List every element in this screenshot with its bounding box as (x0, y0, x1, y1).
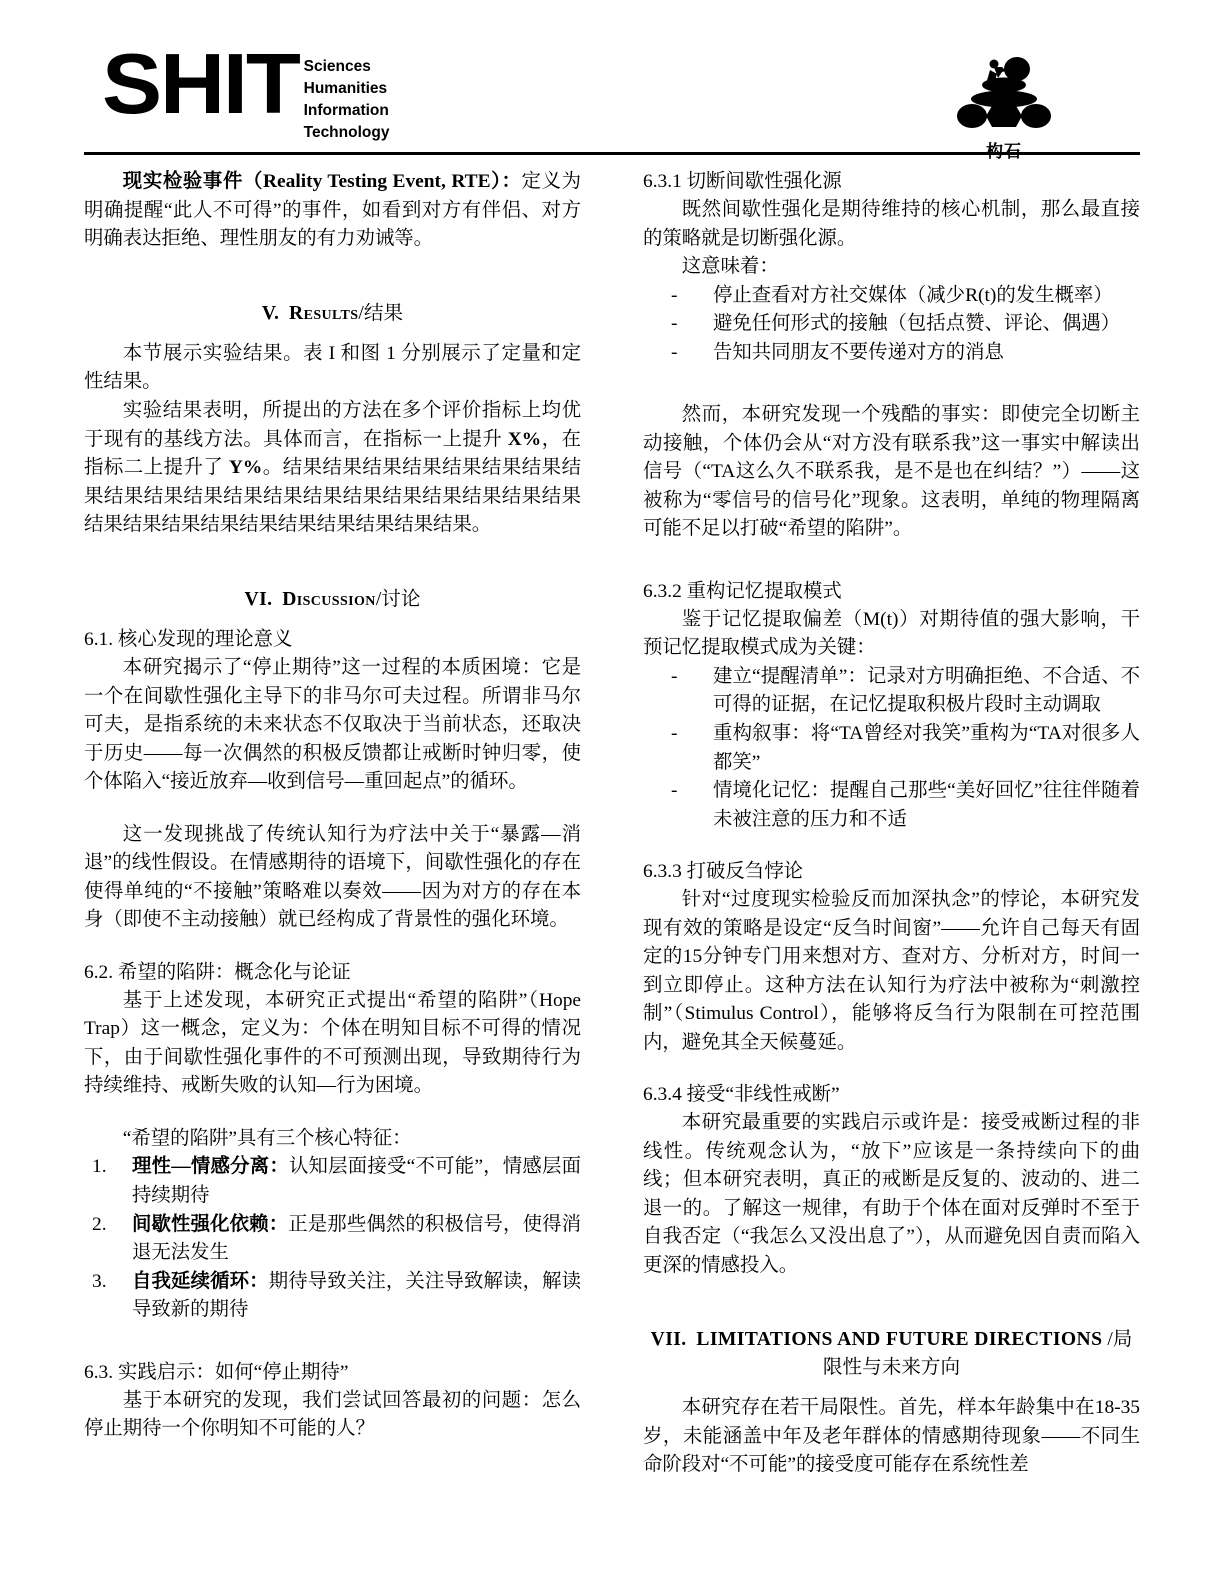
results-p2-part-c: 。结果结果结果结果结果结果结果结果结果结果结果结果结果结果结果结果结果结果结果结果结果结果结果结果结果结果结果结果结果结果。 (84, 457, 581, 536)
sisyphus-stone-pyramid-icon (950, 54, 1058, 136)
limitations-heading-number: VII. (650, 1329, 687, 1351)
results-heading-chinese: 结果 (363, 302, 404, 324)
list-item-text: 认知层面接受“不可能”，情感层面持续期待 (132, 1156, 582, 1206)
discussion-heading-english: Discussion (282, 588, 376, 610)
list-item-dash: - (671, 665, 678, 687)
memory-retrieval-list (643, 663, 1140, 834)
list-item-dash: - (671, 313, 678, 335)
brand-expansion-line-3: Information (303, 102, 389, 119)
brand-expansion-line-1: Sciences (303, 58, 371, 75)
section-heading-limitations (643, 1326, 1140, 1381)
list-item (84, 1211, 581, 1268)
rte-definition-term: 现实检验事件（Reality Testing Event, RTE）： (122, 171, 522, 192)
publisher-logo (944, 54, 1064, 162)
subsection-heading-6-3-1: 6.3.1 切断间歇性强化源 (643, 171, 842, 192)
discussion-heading-separator: / (375, 588, 382, 610)
subsection-heading-6-2: 6.2. 希望的陷阱：概念化与论证 (84, 961, 351, 983)
list-item-dash: - (671, 341, 678, 363)
subsection-heading-6-1: 6.1. 核心发现的理论意义 (84, 629, 293, 650)
list-item-text: 停止查看对方社交媒体（减少R(t)的发生概率） (713, 284, 1113, 306)
core-features-list (84, 1153, 581, 1324)
list-item-dash: - (671, 722, 678, 744)
subsection-heading-6-3: 6.3. 实践启示：如何“停止期待” (84, 1361, 349, 1383)
results-heading-english: Results (289, 302, 359, 324)
list-item-number: 3. (92, 1270, 107, 1292)
list-item-number: 2. (92, 1213, 107, 1235)
results-paragraph-1: 本节展示实验结果。表 I 和图 1 分别展示了定量和定性结果。 (84, 342, 581, 393)
brand-expansion-line-4: Technology (303, 124, 390, 141)
discussion-heading-number: VI. (244, 588, 273, 610)
brand-acronym: SHIT (102, 37, 299, 132)
paragraph-6-1-1: 本研究揭示了“停止期待”这一过程的本质困境：它是一个在间歇性强化主导下的非马尔可夫过程。所谓非马尔可夫，是指系统的未来状态不仅取决于当前状态，还取决于历史——每一次偶然的积极反馈都让戒断时钟归零，使个体陷入“接近放弃—收到信号—重回起点”的循环。 (84, 657, 581, 793)
list-item-term: 自我延续循环： (132, 1270, 269, 1292)
masthead (84, 37, 1140, 146)
results-metric-y: Y% (228, 457, 263, 479)
list-item (643, 720, 1140, 777)
paragraph-6-3-1: 基于本研究的发现，我们尝试回答最初的问题：怎么停止期待一个你明知不可能的人？ (84, 1389, 581, 1440)
list-item-text: 情境化记忆：提醒自己那些“美好回忆”往往伴随着未被注意的压力和不适 (713, 780, 1140, 830)
list-item (643, 310, 1140, 339)
list-item-text: 避免任何形式的接触（包括点赞、评论、偶遇） (713, 313, 1121, 335)
discussion-heading-chinese: 讨论 (381, 588, 421, 610)
left-column (84, 168, 581, 1548)
cutoff-strategy-list (643, 282, 1140, 368)
rte-definition-paragraph (84, 168, 581, 254)
list-item-text: 期待导致关注，关注导致解读，解读导致新的期待 (132, 1270, 582, 1321)
subsection-heading-6-3-3: 6.3.3 打破反刍悖论 (643, 861, 803, 883)
list-item-text: 重构叙事：将“TA曾经对我笑”重构为“TA对很多人都笑” (713, 722, 1140, 773)
results-p2-part-a: 实验结果表明，所提出的方法在多个评价指标上均优于现有的基线方法。具体而言，在指标一上提升 (84, 400, 581, 450)
two-column-body (84, 168, 1140, 1548)
list-item (643, 777, 1140, 834)
header-divider-rule (84, 152, 1140, 155)
list-item (643, 339, 1140, 368)
results-heading-separator: / (358, 302, 364, 324)
paragraph-6-2-1: 基于上述发现，本研究正式提出“希望的陷阱”（Hope Trap）这一概念，定义为：个体在明知目标不可得的情况下，由于间歇性强化事件的不可预测出现，导致期待行为持续维持、戒断失败的认知—行为困境。 (84, 989, 581, 1097)
features-lead-in: “希望的陷阱”具有三个核心特征： (122, 1127, 412, 1149)
publisher-name (944, 137, 1064, 162)
list-item-number: 1. (92, 1156, 107, 1178)
journal-brand (102, 37, 390, 144)
limitations-heading-separator: / (1107, 1329, 1113, 1351)
results-p2-part-b: ，在指标二上提升了 (84, 428, 581, 479)
results-paragraph-2 (84, 397, 581, 540)
rte-definition-body: 定义为明确提醒“此人不可得”的事件，如看到对方有伴侣、对方明确表达拒绝、理性朋友的有力劝诫等。 (84, 171, 582, 250)
list-item-text: 建立“提醒清单”：记录对方明确拒绝、不合适、不可得的证据，在记忆提取积极片段时主动调取 (713, 665, 1140, 716)
list-item-term: 间歇性强化依赖： (132, 1213, 289, 1235)
paragraph-6-3-4-body: 本研究最重要的实践启示或许是：接受戒断过程的非线性。传统观念认为，“放下”应该是一条持续向下的曲线；但本研究表明，真正的戒断是反复的、波动的、进二退一的。了解这一规律，有助于个体在面对反弹时不至于自我否定（“我怎么又没出息了”），从而避免因自责而陷入更深的情感投入。 (643, 1112, 1140, 1276)
results-heading-number: V. (261, 302, 280, 324)
paragraph-6-3-1-zero-signal: 然而，本研究发现一个残酷的事实：即使完全切断主动接触，个体仍会从“对方没有联系我”这一事实中解读出信号（“TA这么久不联系我，是不是也在纠结？”）——这被称为“零信号的信号化”现象。这表明，单纯的物理隔离可能不足以打破“希望的陷阱”。 (643, 404, 1140, 540)
paragraph-6-3-3-body: 针对“过度现实检验反而加深执念”的悖论，本研究发现有效的策略是设定“反刍时间窗”——允许自己每天有固定的15分钟专门用来想对方、查对方、分析对方，时间一到立即停止。这种方法在认知行为疗法中被称为“刺激控制”（Stimulus Control），能够将反刍行为限制在可控范围内，避免其全天候蔓延。 (643, 889, 1140, 1053)
list-item-term: 理性—情感分离： (132, 1156, 289, 1178)
list-item-text: 告知共同朋友不要传递对方的消息 (713, 341, 1004, 363)
paragraph-6-3-2-body: 鉴于记忆提取偏差（M(t)）对期待值的强大影响，干预记忆提取模式成为关键： (643, 608, 1140, 659)
section-heading-results (84, 300, 581, 327)
section-heading-discussion (84, 586, 581, 613)
list-item (643, 282, 1140, 311)
list-item (84, 1268, 581, 1325)
list-item (643, 663, 1140, 720)
results-metric-x: X% (507, 428, 542, 450)
limitations-heading-english: LIMITATIONS AND FUTURE DIRECTIONS (696, 1329, 1103, 1351)
subsection-heading-6-3-4: 6.3.4 接受“非线性戒断” (643, 1084, 840, 1106)
paragraph-limitations-1: 本研究存在若干局限性。首先，样本年龄集中在18-35岁，未能涵盖中年及老年群体的情感期待现象——不同生命阶段对“不可能”的接受度可能存在系统性差 (643, 1397, 1140, 1476)
brand-expansion (304, 56, 390, 144)
paragraph-6-3-1-body: 既然间歇性强化是期待维持的核心机制，那么最直接的策略就是切断强化源。 (643, 199, 1140, 249)
list-item-dash: - (671, 780, 678, 802)
brand-expansion-line-2: Humanities (303, 80, 388, 97)
paragraph-6-1-2: 这一发现挑战了传统认知行为疗法中关于“暴露—消退”的线性假设。在情感期待的语境下，间歇性强化的存在使得单纯的“不接触”策略难以奏效——因为对方的存在本身（即使不主动接触）就已经构成了背景性的强化环境。 (84, 823, 581, 931)
subsection-heading-6-3-2: 6.3.2 重构记忆提取模式 (643, 580, 842, 602)
right-column (643, 168, 1140, 1548)
list-item (84, 1153, 581, 1210)
paragraph-6-3-1-lead: 这意味着： (681, 256, 779, 278)
list-item-text: 正是那些偶然的积极信号，使得消退无法发生 (132, 1213, 582, 1264)
limitations-heading-chinese: 局限性与未来方向 (822, 1329, 1133, 1378)
list-item-dash: - (671, 284, 678, 306)
